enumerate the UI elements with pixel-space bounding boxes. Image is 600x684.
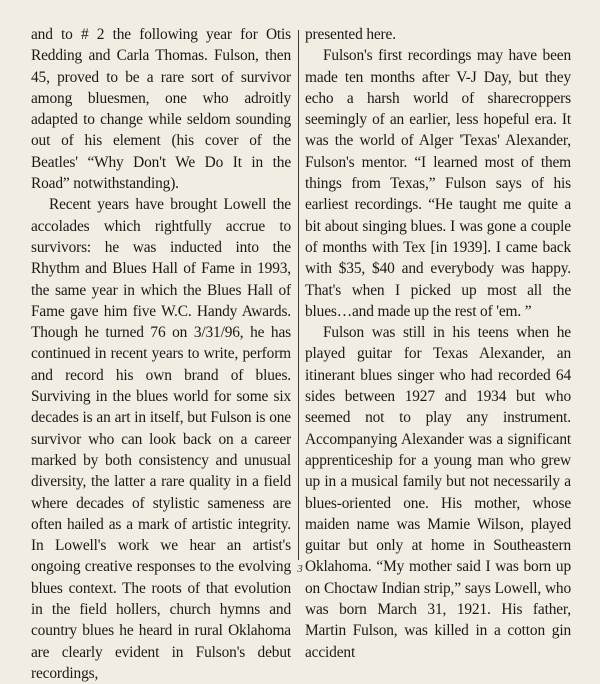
paragraph: Fulson's first recordings may have been made ten months after V-J Day, but they echo a harsh world of sharecroppers seemingly of an earlier, less hopeful era. It was the world of Alger 'Texas' Alexander, Fulson's mentor. “I learned most of them things from Texas,” Fulson says of his earliest recordings. “He taught me quite a bit about singing blues. I was gone a couple of months with Tex [in 1939]. I came back with $35, $40 and everybody was happy. That's when I picked up most all the blues…and made up the rest of 'em. ” <box>305 47 571 320</box>
paragraph: Recent years have brought Lowell the accolades which rightfully accrue to survivors: he was inducted into the Rhythm and Blues Hall of Fame in 1993, the same year in which the Blues Hall of Fame gave him five W.C. Handy Awards. Though he turned 76 on 3/31/96, he has continued in recent years to write, perform and record his own brand of blues. Surviving in the blues world for some six decades is an art in itself, but Fulson is one survivor who can look back on a career marked by both consistency and unusual diversity, the latter a rare quality in a field where decades of stylistic sameness are often hailed as a mark of artistic integrity. In Lowell's work we hear an artist's ongoing creative responses to the evolving blues context. The roots of that evolution in the field hollers, church hymns and country blues he heard in rural Oklahoma are clearly evident in Fulson's debut recordings, <box>31 196 291 682</box>
paragraph: presented here. <box>305 26 396 43</box>
paragraph: Fulson was still in his teens when he played guitar for Texas Alexander, an itinerant blues singer who had recorded 64 sides between 1927 and 1934 but who seemed not to play any instrument. Accompanying Alexander was a significant apprenticeship for a young man who grew up in a musical family but not necessarily a blues-oriented one. His mother, whose maiden name was Mamie Wilson, played guitar but only at home in Southeastern Oklahoma. “My mother said I was born up on Choctaw Indian strip,” says Lowell, who was born March 31, 1921. His father, Martin Fulson, was killed in a cotton gin accident <box>305 324 571 661</box>
right-text-column <box>305 24 571 663</box>
page-number: 3 <box>297 563 303 575</box>
left-text-column <box>31 24 291 684</box>
paragraph: and to # 2 the following year for Otis Redding and Carla Thomas. Fulson, then 45, proved to be a rare sort of survivor among bluesmen, one who adroitly adapted to change while seldom sounding out of his element (his cover of the Beatles' “Why Don't We Do It in the Road” notwithstanding). <box>31 26 291 193</box>
column-divider <box>298 30 299 560</box>
